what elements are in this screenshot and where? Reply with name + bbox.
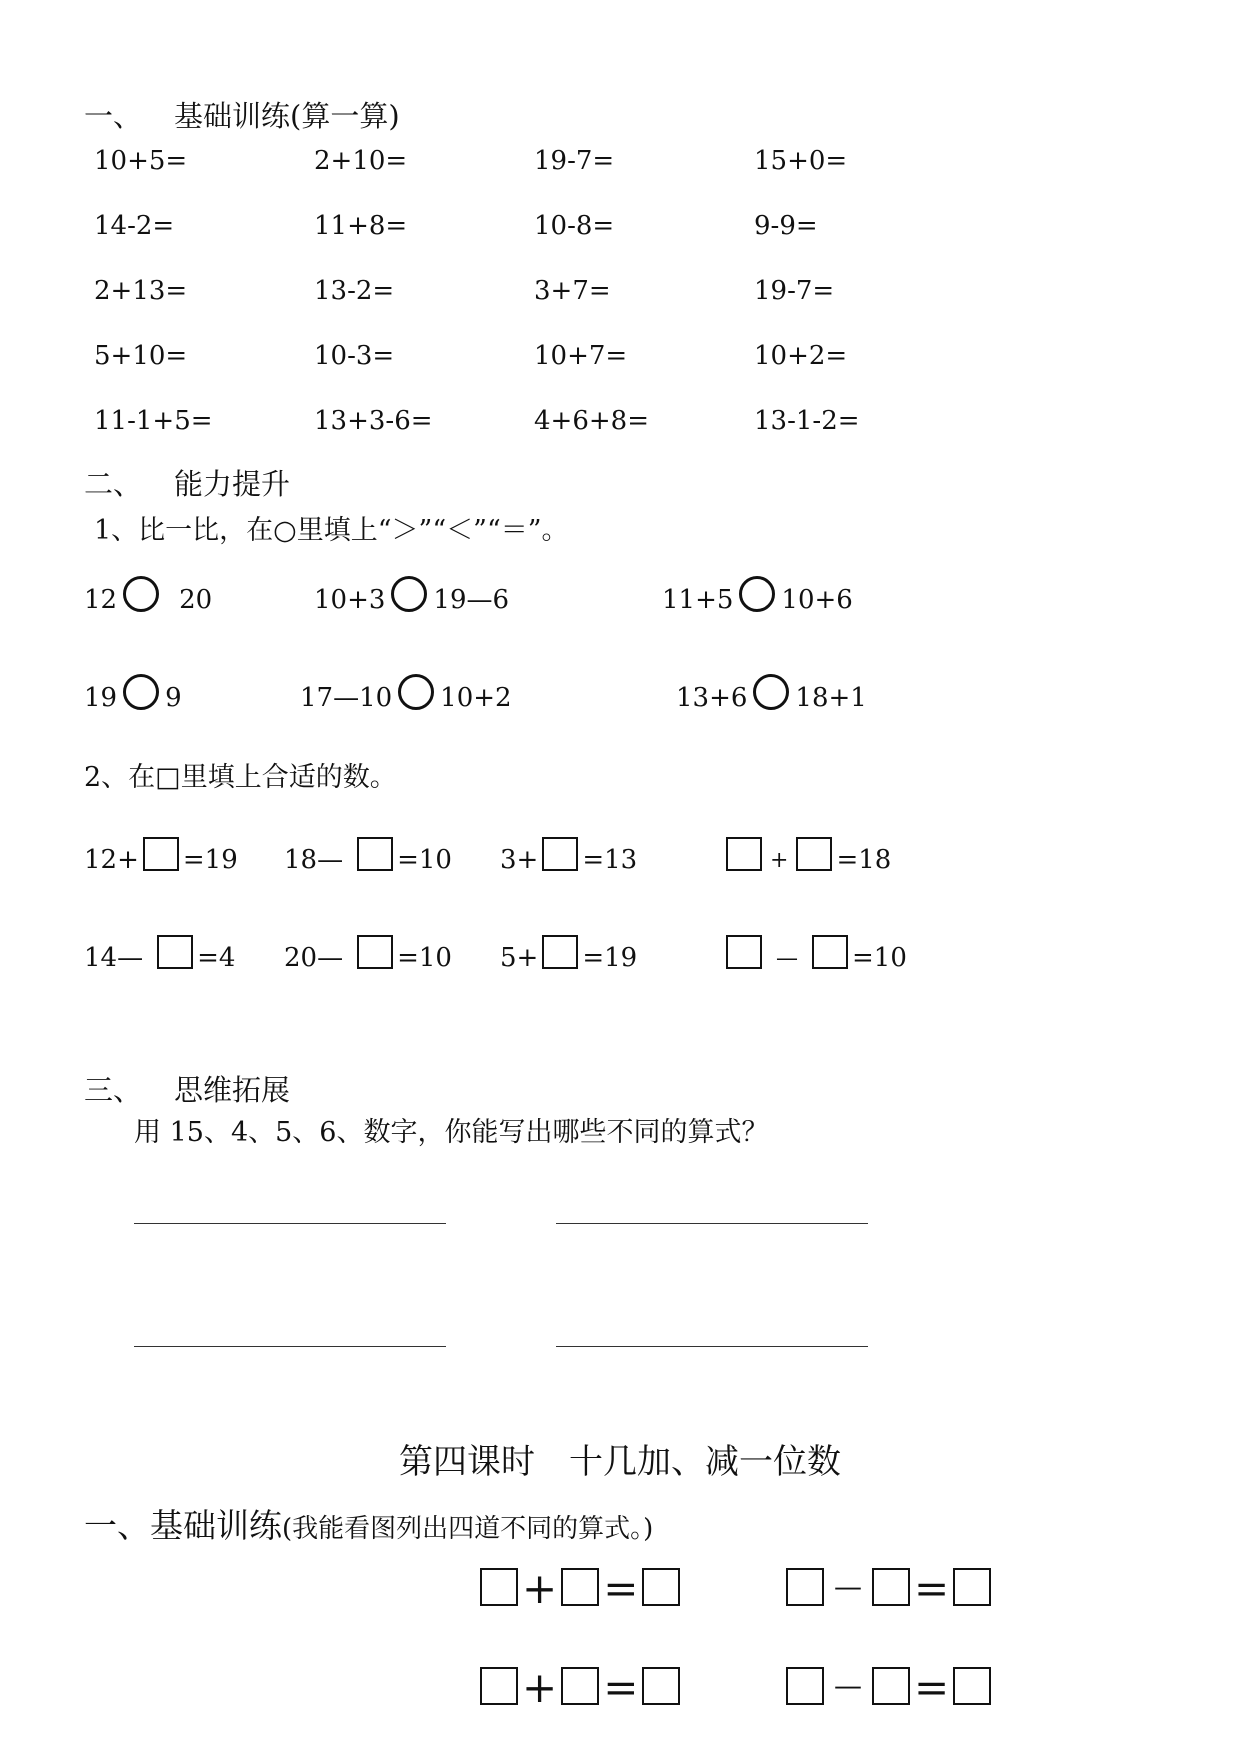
answer-box[interactable]	[953, 1667, 991, 1705]
answer-box[interactable]	[480, 1667, 518, 1705]
answer-circle[interactable]	[398, 674, 434, 710]
answer-box[interactable]	[480, 1568, 518, 1606]
compare-right: 9	[165, 683, 182, 713]
arithmetic-item: 2+10=	[314, 146, 408, 176]
section2-title: 能力提升	[174, 467, 291, 501]
answer-box[interactable]	[157, 935, 193, 969]
arithmetic-item: 2+13=	[94, 276, 188, 306]
answer-line[interactable]	[134, 1346, 446, 1347]
arithmetic-item: 9-9=	[754, 211, 818, 241]
arithmetic-item: 10-8=	[534, 211, 615, 241]
section2-heading	[84, 462, 290, 503]
answer-box[interactable]	[561, 1568, 599, 1606]
arithmetic-item: 10+2=	[754, 341, 848, 371]
arithmetic-item: 15+0=	[754, 146, 848, 176]
fill-prefix: 20—	[284, 943, 344, 973]
answer-box[interactable]	[796, 837, 832, 871]
minus-sign: —	[834, 1669, 862, 1702]
compare-item	[314, 582, 509, 618]
section3-number: 三、	[84, 1073, 143, 1107]
fill-suffix: =13	[582, 845, 638, 875]
arithmetic-row	[94, 276, 974, 341]
answer-box[interactable]	[357, 837, 393, 871]
equation-subtraction	[786, 1663, 991, 1712]
plus-sign: +	[522, 1663, 558, 1712]
fill-prefix: 3+	[500, 845, 539, 875]
plus-sign: +	[522, 1564, 558, 1613]
arithmetic-grid	[94, 146, 974, 471]
fill-item	[284, 941, 452, 975]
fill-item	[500, 941, 637, 975]
arithmetic-item: 3+7=	[534, 276, 611, 306]
fill-suffix: =18	[836, 845, 892, 875]
arithmetic-row	[94, 341, 974, 406]
answer-box[interactable]	[642, 1667, 680, 1705]
fill-suffix: =19	[182, 845, 238, 875]
answer-box[interactable]	[786, 1667, 824, 1705]
section2-number: 二、	[84, 467, 143, 501]
section3-heading	[84, 1068, 290, 1109]
section4-note: (我能看图列出四道不同的算式。)	[282, 1514, 654, 1544]
section4-heading	[84, 1500, 653, 1547]
arithmetic-row	[94, 211, 974, 276]
compare-right: 18+1	[795, 683, 867, 713]
answer-box[interactable]	[812, 935, 848, 969]
arithmetic-item: 5+10=	[94, 341, 188, 371]
answer-line[interactable]	[134, 1223, 446, 1224]
answer-circle[interactable]	[739, 576, 775, 612]
answer-box[interactable]	[542, 837, 578, 871]
answer-box[interactable]	[872, 1568, 910, 1606]
minus-sign: —	[834, 1570, 862, 1603]
fill-operator: +	[770, 847, 789, 873]
arithmetic-item: 14-2=	[94, 211, 175, 241]
answer-box[interactable]	[357, 935, 393, 969]
compare-left: 13+6	[676, 683, 748, 713]
arithmetic-item: 11+8=	[314, 211, 408, 241]
compare-instruction: 1、比一比，在○里填上“＞”“＜”“＝”。	[94, 515, 569, 546]
compare-left: 19	[84, 683, 118, 713]
compare-right: 20	[179, 585, 213, 615]
answer-circle[interactable]	[753, 674, 789, 710]
fill-prefix: 14—	[84, 943, 144, 973]
compare-right: 10+2	[440, 683, 512, 713]
fill-suffix: =4	[197, 943, 236, 973]
compare-left: 17—10	[300, 683, 393, 713]
arithmetic-item: 13-2=	[314, 276, 395, 306]
fill-prefix: 12+	[84, 845, 139, 875]
arithmetic-item: 4+6+8=	[534, 406, 649, 436]
section1-heading	[84, 94, 400, 135]
fill-item	[722, 941, 907, 975]
equals-sign: =	[603, 1564, 639, 1613]
equals-sign: =	[914, 1663, 950, 1712]
fill-suffix: =10	[397, 845, 452, 875]
answer-box[interactable]	[953, 1568, 991, 1606]
arithmetic-item: 10-3=	[314, 341, 395, 371]
fill-item	[722, 843, 891, 877]
fill-operator: —	[776, 945, 798, 971]
equals-sign: =	[603, 1663, 639, 1712]
compare-item	[676, 680, 867, 716]
section1-number: 一、	[84, 99, 143, 133]
section3-title: 思维拓展	[174, 1073, 291, 1107]
arithmetic-item: 13-1-2=	[754, 406, 860, 436]
lesson-topic: 十几加、减一位数	[569, 1442, 841, 1482]
answer-box[interactable]	[542, 935, 578, 969]
fill-instruction: 2、在□里填上合适的数。	[84, 762, 397, 793]
fill-suffix: =10	[852, 943, 907, 973]
equals-sign: =	[914, 1564, 950, 1613]
answer-line[interactable]	[556, 1346, 868, 1347]
equation-addition	[480, 1663, 680, 1712]
answer-circle[interactable]	[123, 674, 159, 710]
lesson-number: 第四课时	[399, 1442, 535, 1482]
answer-box[interactable]	[786, 1568, 824, 1606]
fill-item	[84, 941, 235, 975]
equation-subtraction	[786, 1564, 991, 1613]
arithmetic-item: 10+5=	[94, 146, 188, 176]
compare-item	[300, 680, 512, 716]
compare-left: 10+3	[314, 585, 386, 615]
section1-title: 基础训练(算一算)	[174, 99, 400, 133]
answer-box[interactable]	[642, 1568, 680, 1606]
compare-left: 12	[84, 585, 118, 615]
answer-box[interactable]	[143, 837, 179, 871]
answer-box[interactable]	[561, 1667, 599, 1705]
arithmetic-item: 19-7=	[534, 146, 615, 176]
lesson-title	[0, 1434, 1240, 1483]
compare-right: 10+6	[781, 585, 853, 615]
answer-box[interactable]	[726, 837, 762, 871]
section3-prompt: 用 15、4、5、6、数字，你能写出哪些不同的算式？	[134, 1117, 769, 1148]
arithmetic-item: 11-1+5=	[94, 406, 213, 436]
arithmetic-item: 10+7=	[534, 341, 628, 371]
answer-box[interactable]	[872, 1667, 910, 1705]
section4-title: 一、基础训练	[84, 1506, 282, 1545]
compare-left: 11+5	[662, 585, 734, 615]
answer-circle[interactable]	[391, 576, 427, 612]
fill-item	[84, 843, 238, 877]
fill-prefix: 18—	[284, 845, 344, 875]
arithmetic-item: 13+3-6=	[314, 406, 433, 436]
answer-box[interactable]	[726, 935, 762, 969]
compare-item	[662, 582, 853, 618]
compare-item	[84, 582, 212, 618]
compare-right: 19—6	[433, 585, 510, 615]
fill-suffix: =19	[582, 943, 638, 973]
arithmetic-row	[94, 146, 974, 211]
equation-addition	[480, 1564, 680, 1613]
fill-suffix: =10	[397, 943, 452, 973]
fill-item	[500, 843, 637, 877]
answer-line[interactable]	[556, 1223, 868, 1224]
fill-prefix: 5+	[500, 943, 539, 973]
answer-circle[interactable]	[123, 576, 159, 612]
compare-item	[84, 680, 182, 716]
fill-item	[284, 843, 452, 877]
arithmetic-item: 19-7=	[754, 276, 835, 306]
